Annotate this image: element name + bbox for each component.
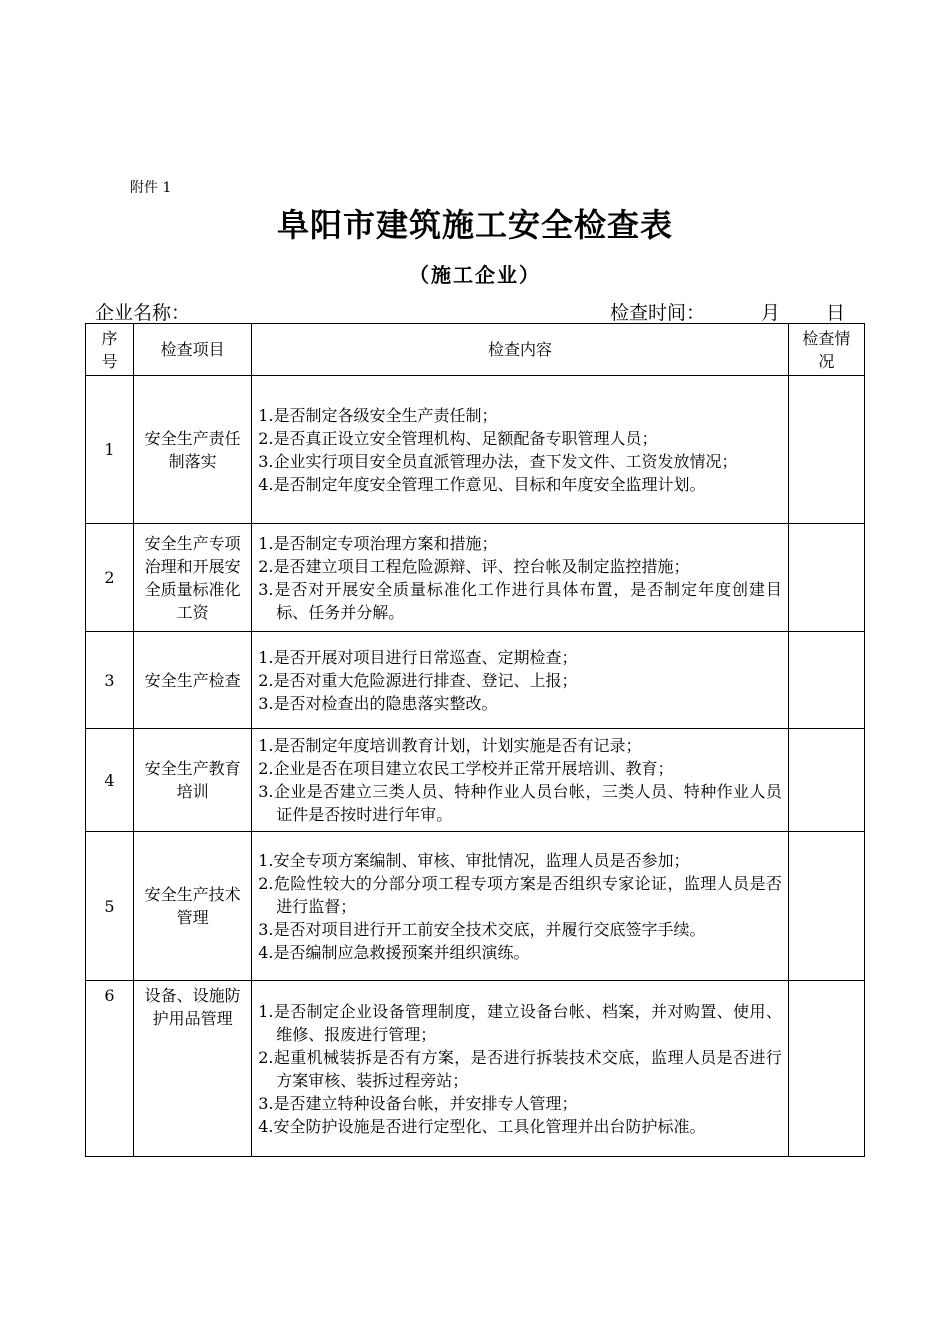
form-meta: [95, 298, 845, 324]
row-content: [252, 729, 789, 832]
row-status-cell[interactable]: [788, 376, 864, 524]
day-label: 日: [825, 302, 845, 324]
month-label: 月: [760, 302, 780, 324]
content-item: 3.是否对项目进行开工前安全技术交底，并履行交底签字手续。: [258, 919, 706, 939]
content-item: 3.是否对检查出的隐患落实整改。: [258, 693, 498, 713]
row-content: [252, 981, 789, 1157]
check-time-label: 检查时间：: [609, 302, 705, 324]
row-item: 安全生产技术管理: [134, 832, 252, 981]
row-number: 1: [86, 376, 134, 524]
row-status-cell[interactable]: [788, 524, 864, 632]
row-content: [252, 632, 789, 729]
content-item: 2.是否真正设立安全管理机构、足额配备专职管理人员；: [258, 428, 658, 448]
row-number: 4: [86, 729, 134, 832]
content-item: 1.是否制定专项治理方案和措施；: [258, 533, 498, 553]
content-item: 1.是否制定企业设备管理制度，建立设备台帐、档案，并对购置、使用、维修、报废进行管理；: [258, 1001, 782, 1044]
row-number: 6: [86, 981, 134, 1157]
content-item: 2.是否建立项目工程危险源辩、评、控台帐及制定监控措施；: [258, 556, 690, 576]
content-item: 3.企业是否建立三类人员、特种作业人员台帐，三类人员、特种作业人员证件是否按时进行年审。: [258, 782, 782, 824]
content-item: 3.是否对开展安全质量标准化工作进行具体布置，是否制定年度创建目标、任务并分解。: [258, 579, 782, 622]
row-item: 安全生产检查: [134, 632, 252, 729]
content-item: 4.安全防护设施是否进行定型化、工具化管理并出台防护标准。: [258, 1116, 706, 1136]
content-item: 3.是否建立特种设备台帐，并安排专人管理；: [258, 1093, 578, 1113]
page-title: 阜阳市建筑施工安全检查表: [276, 206, 673, 244]
row-number: 3: [86, 632, 134, 729]
content-item: 2.是否对重大危险源进行排查、登记、上报；: [258, 670, 578, 690]
content-item: 1.是否制定各级安全生产责任制；: [258, 405, 498, 425]
row-status-cell[interactable]: [788, 729, 864, 832]
row-number: 2: [86, 524, 134, 632]
content-item: 1.安全专项方案编制、审核、审批情况，监理人员是否参加；: [258, 850, 690, 870]
content-item: 2.起重机械装拆是否有方案，是否进行拆装技术交底，监理人员是否进行方案审核、装拆过程旁站；: [258, 1047, 782, 1090]
row-item: 设备、设施防护用品管理: [134, 981, 252, 1157]
table-row: [86, 632, 865, 729]
row-status-cell[interactable]: [788, 981, 864, 1157]
table-row: [86, 524, 865, 632]
content-item: 2.企业是否在项目建立农民工学校并正常开展培训、教育；: [258, 759, 674, 778]
check-time: [610, 298, 845, 325]
content-item: 1.是否开展对项目进行日常巡查、定期检查；: [258, 647, 578, 667]
content-item: 4.是否编制应急救援预案并组织演练。: [258, 942, 530, 962]
row-content: [252, 524, 789, 632]
row-content: [252, 832, 789, 981]
table-header-row: [86, 324, 865, 376]
row-item: 安全生产专项治理和开展安全质量标准化工资: [134, 524, 252, 632]
inspection-table: [85, 323, 865, 1157]
table-row: [86, 376, 865, 524]
row-item: 安全生产责任制落实: [134, 376, 252, 524]
table-row: [86, 832, 865, 981]
content-item: 2.危险性较大的分部分项工程专项方案是否组织专家论证，监理人员是否进行监督；: [258, 873, 782, 916]
content-item: 4.是否制定年度安全管理工作意见、目标和年度安全监理计划。: [258, 474, 706, 494]
attachment-label: 附件 1: [130, 180, 172, 196]
content-item: 3.企业实行项目安全员直派管理办法，查下发文件、工资发放情况；: [258, 451, 738, 471]
row-item: 安全生产教育培训: [134, 729, 252, 832]
row-number: 5: [86, 832, 134, 981]
table-row: [86, 729, 865, 832]
company-name-label: 企业名称：: [95, 302, 191, 324]
header-no: 序号: [86, 324, 134, 376]
row-content: [252, 376, 789, 524]
header-item: 检查项目: [134, 324, 252, 376]
content-item: 1.是否制定年度培训教育计划，计划实施是否有记录；: [258, 736, 642, 755]
header-content: 检查内容: [252, 324, 789, 376]
header-status: 检查情况: [788, 324, 864, 376]
page-subtitle: （施工企业）: [409, 263, 541, 287]
row-status-cell[interactable]: [788, 632, 864, 729]
row-status-cell[interactable]: [788, 832, 864, 981]
table-row: [86, 981, 865, 1157]
